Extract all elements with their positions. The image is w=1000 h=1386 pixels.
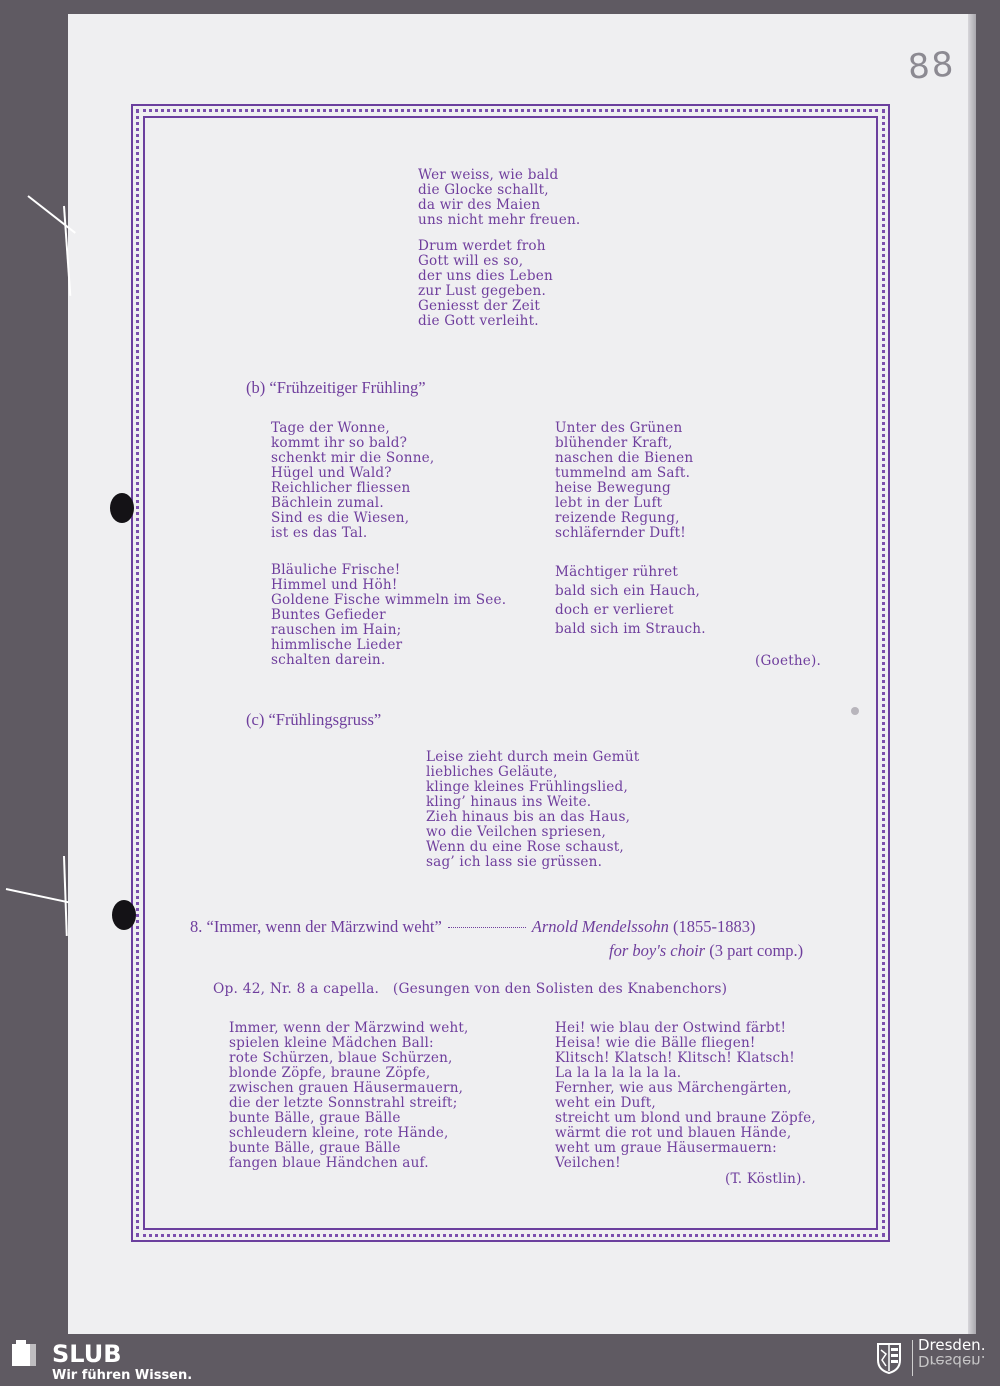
poem-line: uns nicht mehr freuen. [418,212,581,228]
paper-speck [851,707,859,715]
poem-line: schalten darein. [271,652,386,668]
poem-line: Heisa! wie die Bälle fliegen! [555,1035,756,1051]
poem-line: wo die Veilchen spriesen, [426,824,607,840]
section-b-left-stanza-1 [271,421,434,541]
poem-line: die Glocke schallt, [418,182,549,198]
poem-line: fangen blaue Händchen auf. [229,1155,429,1171]
poem-line: Reichlicher fliessen [271,480,411,496]
binding-string [6,888,69,903]
poem-line: Klitsch! Klatsch! Klitsch! Klatsch! [555,1050,795,1066]
poem-line: rote Schürzen, blaue Schürzen, [229,1050,453,1066]
poem-line: blühender Kraft, [555,435,673,451]
poem-line: kommt ihr so bald? [271,435,408,451]
item-8-right-poem [555,1021,816,1171]
poem-line: Goldene Fische wimmeln im See. [271,592,507,608]
slub-logo-icon [10,1340,38,1368]
poem-line: der uns dies Leben [418,268,553,284]
poem-line: rauschen im Hain; [271,622,402,638]
poem-line: naschen die Bienen [555,450,694,466]
item-8-author: (T. Köstlin). [725,1171,807,1187]
item-8-title: 8. “Immer, wenn der Märzwind weht” [190,917,442,936]
poem-line: wärmt die rot und blauen Hände, [555,1125,792,1141]
poem-line: Hügel und Wald? [271,465,392,481]
page-edge [968,14,976,1334]
item-8-opus: Op. 42, Nr. 8 a capella. (Gesungen von den Solisten des Knabenchors) [213,981,728,997]
poem-line: kling’ hinaus ins Weite. [426,794,592,810]
item-8-choir-line [609,941,803,961]
poem-line: Wenn du eine Rose schaust, [426,839,624,855]
poem-line: La la la la la la la. [555,1065,682,1081]
poem-line: schleudern kleine, rote Hände, [229,1125,449,1141]
binding-hole-top [110,493,134,523]
section-c-heading: (c) “Frühlingsgruss” [246,710,382,729]
poem-line: Bläuliche Frische! [271,562,401,578]
dresden-brand[interactable]: Dresden. [918,1336,986,1354]
section-c-poem [426,750,639,870]
dot-leader [448,927,526,928]
section-b-right-stanza-1 [555,421,693,541]
poem-line: bald sich ein Hauch, [555,583,701,599]
item-8-composer: Arnold Mendelssohn [531,917,669,936]
stanza-top-b [418,239,553,329]
poem-line: lebt in der Luft [555,495,663,511]
poem-line: reizende Regung, [555,510,680,526]
poem-line: Sind es die Wiesen, [271,510,410,526]
poem-line: Immer, wenn der Märzwind weht, [229,1020,469,1036]
poem-line: liebliches Geläute, [426,764,558,780]
poem-line: bald sich im Strauch. [555,621,706,637]
poem-line: sag’ ich lass sie grüssen. [426,854,603,870]
dresden-brand-reflection: Dresden. [918,1352,986,1370]
poem-line: Leise zieht durch mein Gemüt [426,749,640,765]
poem-line: schläfernder Duft! [555,525,686,541]
binding-hole-bottom [112,900,136,930]
poem-line: bunte Bälle, graue Bälle [229,1110,401,1126]
slub-claim: Wir führen Wissen. [52,1368,193,1383]
item-8-choir: for boy's choir [609,941,706,960]
item-8-years: (1855-1883) [672,917,756,936]
poem-line: zur Lust gegeben. [418,283,546,299]
poem-line: Gott will es so, [418,253,524,269]
poem-line: Mächtiger rühret [555,564,678,580]
poem-line: die Gott verleiht. [418,313,539,329]
poem-line: da wir des Maien [418,197,541,213]
poem-line: bunte Bälle, graue Bälle [229,1140,401,1156]
poem-line: Hei! wie blau der Ostwind färbt! [555,1020,787,1036]
poem-line: Unter des Grünen [555,420,683,436]
poem-line: klinge kleines Frühlingslied, [426,779,628,795]
section-b-right-stanza-2 [555,563,706,639]
poem-line: Geniesst der Zeit [418,298,541,314]
poem-line: Veilchen! [555,1155,621,1171]
poem-line: spielen kleine Mädchen Ball: [229,1035,434,1051]
section-b-heading: (b) “Frühzeitiger Frühling” [246,378,426,397]
poem-line: Tage der Wonne, [271,420,390,436]
poem-line: streicht um blond und braune Zöpfe, [555,1110,816,1126]
poem-line: Himmel und Höh! [271,577,398,593]
stanza-top-a [418,168,580,228]
poem-line: heise Bewegung [555,480,671,496]
poem-line: Bächlein zumal. [271,495,384,511]
poem-line: weht um graue Häusermauern: [555,1140,777,1156]
slub-brand[interactable]: SLUB [52,1340,122,1368]
item-8-parts: (3 part comp.) [709,941,804,960]
item-8-title-line [190,917,755,937]
footer-separator [912,1340,913,1376]
poem-line: tummelnd am Saft. [555,465,691,481]
poem-line: Buntes Gefieder [271,607,386,623]
poem-line: himmlische Lieder [271,637,403,653]
page-number: 88 [906,44,957,88]
poem-line: schenkt mir die Sonne, [271,450,435,466]
poem-line: doch er verlieret [555,602,674,618]
poem-line: zwischen grauen Häusermauern, [229,1080,464,1096]
section-b-author: (Goethe). [755,653,822,669]
poem-line: die der letzte Sonnstrahl streift; [229,1095,458,1111]
poem-line: blonde Zöpfe, braune Zöpfe, [229,1065,431,1081]
poem-line: Zieh hinaus bis an das Haus, [426,809,631,825]
section-b-left-stanza-2 [271,563,506,668]
poem-line: weht ein Duft, [555,1095,656,1111]
item-8-left-poem [229,1021,469,1171]
poem-line: Drum werdet froh [418,238,546,254]
poem-line: Fernher, wie aus Märchengärten, [555,1080,792,1096]
poem-line: Wer weiss, wie bald [418,167,559,183]
dresden-crest-icon [876,1342,902,1374]
poem-line: ist es das Tal. [271,525,368,541]
